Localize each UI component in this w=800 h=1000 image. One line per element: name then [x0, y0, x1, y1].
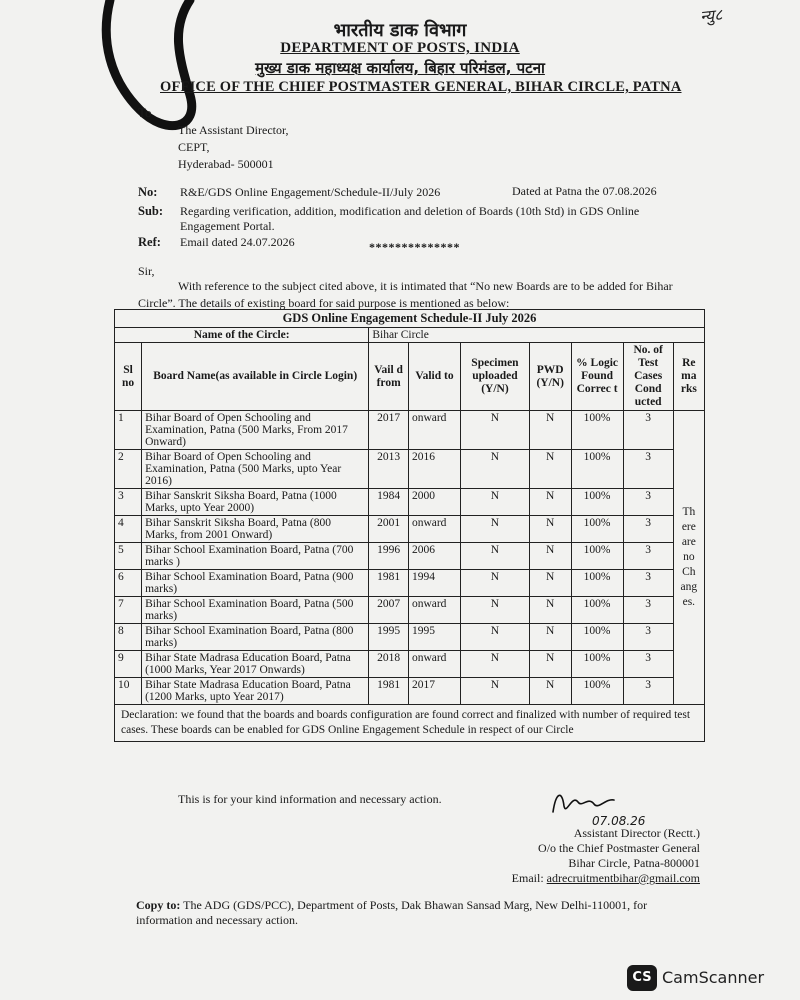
- remarks-cell: Th ere are no Ch ang es.: [673, 411, 704, 705]
- row-sl: 5: [115, 543, 142, 570]
- subject-line-2: Engagement Portal.: [180, 219, 275, 233]
- signature-block: [500, 826, 700, 886]
- header-valid-to: Valid to: [408, 343, 460, 411]
- row-valid-from: 1996: [369, 543, 409, 570]
- copy-to-text: The ADG (GDS/PCC), Department of Posts, Dak Bhawan Sansad Marg, New Delhi-110001, for information and necessary action.: [136, 898, 648, 927]
- hindi-department-heading: भारतीय डाक विभाग: [333, 20, 467, 41]
- info-line: This is for your kind information and necessary action.: [178, 792, 442, 806]
- row-sl: 1: [115, 411, 142, 450]
- row-valid-from: 2001: [369, 516, 409, 543]
- email-label: Email:: [511, 871, 544, 885]
- row-valid-to: 2000: [408, 489, 460, 516]
- separator-stars: **************: [369, 240, 460, 254]
- row-specimen: N: [461, 570, 530, 597]
- row-logic: 100%: [571, 651, 623, 678]
- row-tests: 3: [623, 450, 673, 489]
- row-valid-from: 1995: [369, 624, 409, 651]
- camscanner-watermark: CamScanner: [662, 968, 765, 987]
- ref-label: Ref:: [138, 235, 161, 249]
- row-logic: 100%: [571, 450, 623, 489]
- row-logic: 100%: [571, 624, 623, 651]
- circle-label: Name of the Circle:: [115, 328, 369, 343]
- row-pwd: N: [529, 624, 571, 651]
- schedule-title: GDS Online Engagement Schedule-II July 2026: [115, 310, 705, 328]
- hindi-office-heading: मुख्य डाक महाध्यक्ष कार्यालय, बिहार परिमंडल, पटना: [255, 59, 545, 77]
- table-row: [115, 570, 705, 597]
- no-label: No:: [138, 185, 158, 199]
- ref-value: Email dated 24.07.2026: [180, 235, 295, 249]
- row-tests: 3: [623, 651, 673, 678]
- table-row: [115, 597, 705, 624]
- header-specimen: Specimen uploaded (Y/N): [461, 343, 530, 411]
- row-board-name: Bihar School Examination Board, Patna (900 marks): [142, 570, 369, 597]
- row-board-name: Bihar Sanskrit Siksha Board, Patna (800 Marks, from 2001 Onward): [142, 516, 369, 543]
- row-board-name: Bihar State Madrasa Education Board, Patna (1200 Marks, upto Year 2017): [142, 678, 369, 705]
- row-sl: 3: [115, 489, 142, 516]
- row-valid-from: 1981: [369, 570, 409, 597]
- row-tests: 3: [623, 597, 673, 624]
- row-specimen: N: [461, 516, 530, 543]
- table-row: [115, 450, 705, 489]
- row-valid-to: onward: [408, 411, 460, 450]
- row-tests: 3: [623, 624, 673, 651]
- subject-line-1: Regarding verification, addition, modification and deletion of Boards (10th Std) in GDS Online: [180, 204, 640, 218]
- row-specimen: N: [461, 597, 530, 624]
- row-board-name: Bihar School Examination Board, Patna (800 marks): [142, 624, 369, 651]
- row-valid-to: 1995: [408, 624, 460, 651]
- salutation: Sir,: [138, 264, 155, 278]
- row-pwd: N: [529, 570, 571, 597]
- table-body: [115, 411, 705, 705]
- row-valid-from: 2018: [369, 651, 409, 678]
- row-specimen: N: [461, 678, 530, 705]
- row-valid-from: 2013: [369, 450, 409, 489]
- header-tests: No. of Test Cases Cond ucted: [623, 343, 673, 411]
- row-logic: 100%: [571, 489, 623, 516]
- row-valid-from: 1984: [369, 489, 409, 516]
- row-valid-to: onward: [408, 516, 460, 543]
- header-board: Board Name(as available in Circle Login): [142, 343, 369, 411]
- row-specimen: N: [461, 624, 530, 651]
- row-tests: 3: [623, 411, 673, 450]
- dated-line: Dated at Patna the 07.08.2026: [512, 184, 657, 198]
- camscanner-logo-icon: CS: [627, 965, 657, 991]
- row-logic: 100%: [571, 411, 623, 450]
- row-board-name: Bihar School Examination Board, Patna (500 marks): [142, 597, 369, 624]
- row-board-name: Bihar State Madrasa Education Board, Patna (1000 Marks, Year 2017 Onwards): [142, 651, 369, 678]
- reference-number: R&E/GDS Online Engagement/Schedule-II/July 2026: [180, 185, 441, 199]
- row-valid-from: 2017: [369, 411, 409, 450]
- row-valid-to: onward: [408, 651, 460, 678]
- copy-to: [136, 898, 696, 928]
- header-valid-from: Vail d from: [369, 343, 409, 411]
- row-pwd: N: [529, 597, 571, 624]
- row-sl: 7: [115, 597, 142, 624]
- row-logic: 100%: [571, 678, 623, 705]
- row-sl: 4: [115, 516, 142, 543]
- row-tests: 3: [623, 516, 673, 543]
- signatory-designation: Assistant Director (Rectt.): [573, 826, 700, 840]
- row-pwd: N: [529, 678, 571, 705]
- table-row: [115, 651, 705, 678]
- row-sl: 8: [115, 624, 142, 651]
- row-sl: 10: [115, 678, 142, 705]
- table-row: [115, 489, 705, 516]
- row-pwd: N: [529, 489, 571, 516]
- header-logic: % Logic Found Correc t: [571, 343, 623, 411]
- header-sl: Sl no: [115, 343, 142, 411]
- row-logic: 100%: [571, 543, 623, 570]
- row-board-name: Bihar Board of Open Schooling and Examination, Patna (500 Marks, upto Year 2016): [142, 450, 369, 489]
- row-board-name: Bihar Board of Open Schooling and Examination, Patna (500 Marks, From 2017 Onward): [142, 411, 369, 450]
- header-remarks: Re ma rks: [673, 343, 704, 411]
- row-sl: 6: [115, 570, 142, 597]
- row-valid-from: 1981: [369, 678, 409, 705]
- row-logic: 100%: [571, 516, 623, 543]
- office-heading: OFFICE OF THE CHIEF POSTMASTER GENERAL, BIHAR CIRCLE, PATNA: [160, 79, 682, 95]
- row-valid-to: 2017: [408, 678, 460, 705]
- row-valid-to: 1994: [408, 570, 460, 597]
- subject-label: Sub:: [138, 204, 164, 218]
- row-specimen: N: [461, 651, 530, 678]
- row-tests: 3: [623, 489, 673, 516]
- row-logic: 100%: [571, 570, 623, 597]
- row-board-name: Bihar Sanskrit Siksha Board, Patna (1000 Marks, upto Year 2000): [142, 489, 369, 516]
- row-tests: 3: [623, 570, 673, 597]
- addressee-line-2: CEPT,: [178, 140, 210, 154]
- row-pwd: N: [529, 651, 571, 678]
- to-label: To: [138, 105, 152, 120]
- declaration: Declaration: we found that the boards and boards configuration are found correct and finalized with number of required test cases. These boards can be enabled for GDS Online Engagement Schedule in respect of our Circle: [115, 705, 705, 742]
- row-valid-to: onward: [408, 597, 460, 624]
- table-row: [115, 411, 705, 450]
- row-pwd: N: [529, 450, 571, 489]
- row-valid-to: 2016: [408, 450, 460, 489]
- handwritten-note: न्यु८: [699, 4, 724, 27]
- row-sl: 2: [115, 450, 142, 489]
- addressee-line-3: Hyderabad- 500001: [178, 157, 274, 171]
- email-link[interactable]: adrecruitmentbihar@gmail.com: [546, 871, 700, 885]
- table-row: [115, 543, 705, 570]
- row-pwd: N: [529, 516, 571, 543]
- row-tests: 3: [623, 678, 673, 705]
- row-specimen: N: [461, 450, 530, 489]
- signature-date: 07.08.26: [592, 814, 646, 828]
- body-paragraph: With reference to the subject cited above, it is intimated that “No new Boards are to be added for Bihar Circle”. The details of existing board for said purpose is mentioned as below:: [138, 279, 673, 310]
- row-valid-from: 2007: [369, 597, 409, 624]
- row-logic: 100%: [571, 597, 623, 624]
- row-pwd: N: [529, 543, 571, 570]
- addressee-line-1: The Assistant Director,: [178, 123, 289, 137]
- circle-value: Bihar Circle: [369, 328, 705, 343]
- row-board-name: Bihar School Examination Board, Patna (700 marks ): [142, 543, 369, 570]
- signatory-address: Bihar Circle, Patna-800001: [568, 856, 700, 870]
- row-pwd: N: [529, 411, 571, 450]
- boards-table: [114, 309, 705, 742]
- row-sl: 9: [115, 651, 142, 678]
- row-specimen: N: [461, 411, 530, 450]
- row-specimen: N: [461, 543, 530, 570]
- copy-to-label: Copy to:: [136, 898, 181, 912]
- table-row: [115, 678, 705, 705]
- row-tests: 3: [623, 543, 673, 570]
- row-specimen: N: [461, 489, 530, 516]
- table-row: [115, 624, 705, 651]
- signatory-email-line: [500, 871, 700, 886]
- signatory-office: O/o the Chief Postmaster General: [538, 841, 700, 855]
- department-heading: DEPARTMENT OF POSTS, INDIA: [280, 40, 520, 56]
- header-pwd: PWD (Y/N): [529, 343, 571, 411]
- table-row: [115, 516, 705, 543]
- row-valid-to: 2006: [408, 543, 460, 570]
